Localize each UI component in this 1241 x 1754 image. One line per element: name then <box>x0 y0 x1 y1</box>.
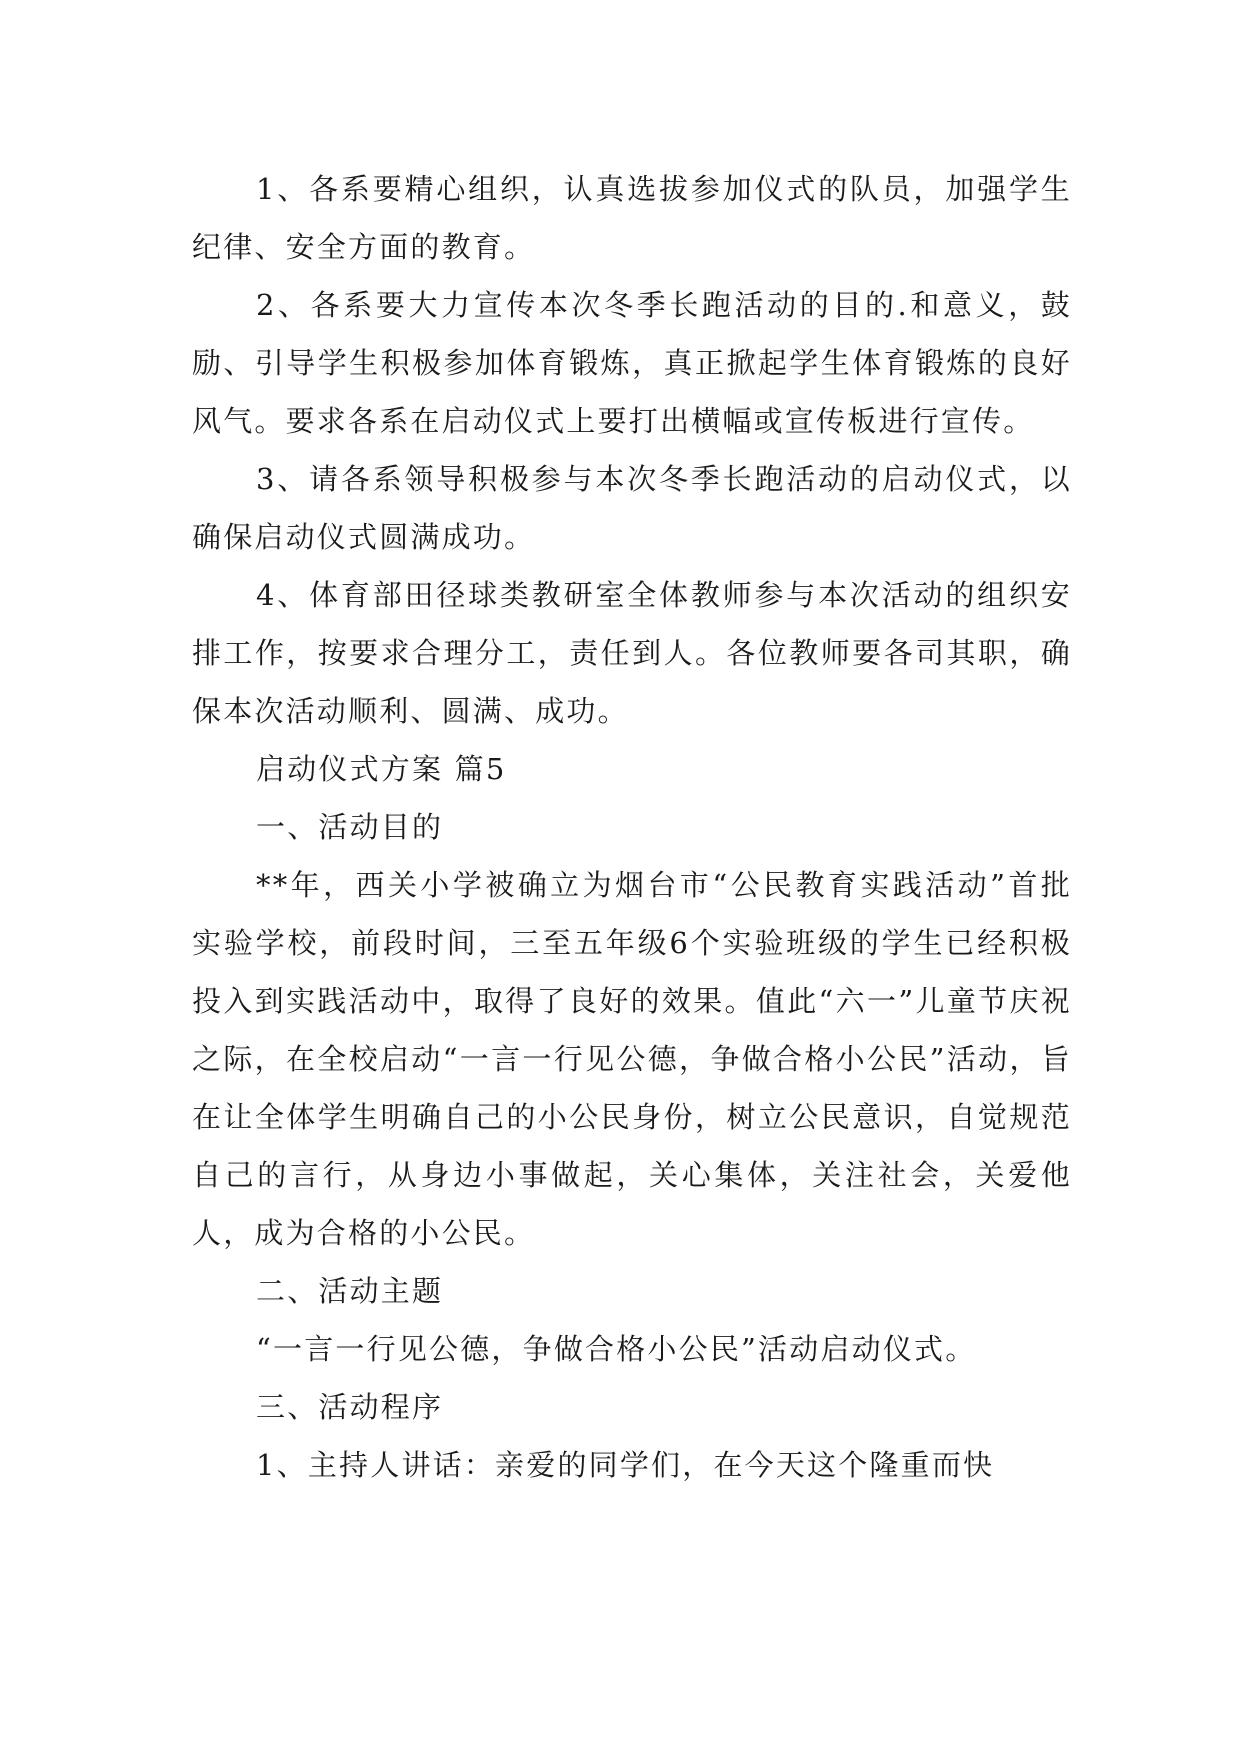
heading-activity-purpose: 一、活动目的 <box>256 810 444 844</box>
paragraph-item-3: 3、请各系领导积极参与本次冬季长跑活动的启动仪式，以确保启动仪式圆满成功。 <box>192 462 1072 554</box>
paragraph-theme: “一言一行见公德，争做合格小公民”活动启动仪式。 <box>256 1332 977 1366</box>
paragraph-item-4: 4、体育部田径球类教研室全体教师参与本次活动的组织安排工作，按要求合理分工，责任到人。各位教师要各司其职，确保本次活动顺利、圆满、成功。 <box>192 578 1072 728</box>
paragraph-procedure-1: 1、主持人讲话：亲爱的同学们，在今天这个隆重而快 <box>256 1448 995 1482</box>
paragraph-item-2: 2、各系要大力宣传本次冬季长跑活动的目的.和意义，鼓励、引导学生积极参加体育锻炼，真正掀起学生体育锻炼的良好风气。要求各系在启动仪式上要打出横幅或宣传板进行宣传。 <box>192 288 1072 438</box>
section-title: 启动仪式方案 篇5 <box>256 752 507 786</box>
paragraph-purpose: **年，西关小学被确立为烟台市“公民教育实践活动”首批实验学校，前段时间，三至五年级6个实验班级的学生已经积极投入到实践活动中，取得了良好的效果。值此“六一”儿童节庆祝之际，在全校启动“一言一行见公德，争做合格小公民”活动，旨在让全体学生明确自己的小公民身份，树立公民意识，自觉规范自己的言行，从身边小事做起，关心集体，关注社会，关爱他人，成为合格的小公民。 <box>192 868 1072 1250</box>
heading-activity-theme: 二、活动主题 <box>256 1274 444 1308</box>
paragraph-item-1: 1、各系要精心组织，认真选拔参加仪式的队员，加强学生纪律、安全方面的教育。 <box>192 172 1072 264</box>
document-body <box>192 160 1072 1494</box>
heading-activity-procedure: 三、活动程序 <box>256 1390 444 1424</box>
